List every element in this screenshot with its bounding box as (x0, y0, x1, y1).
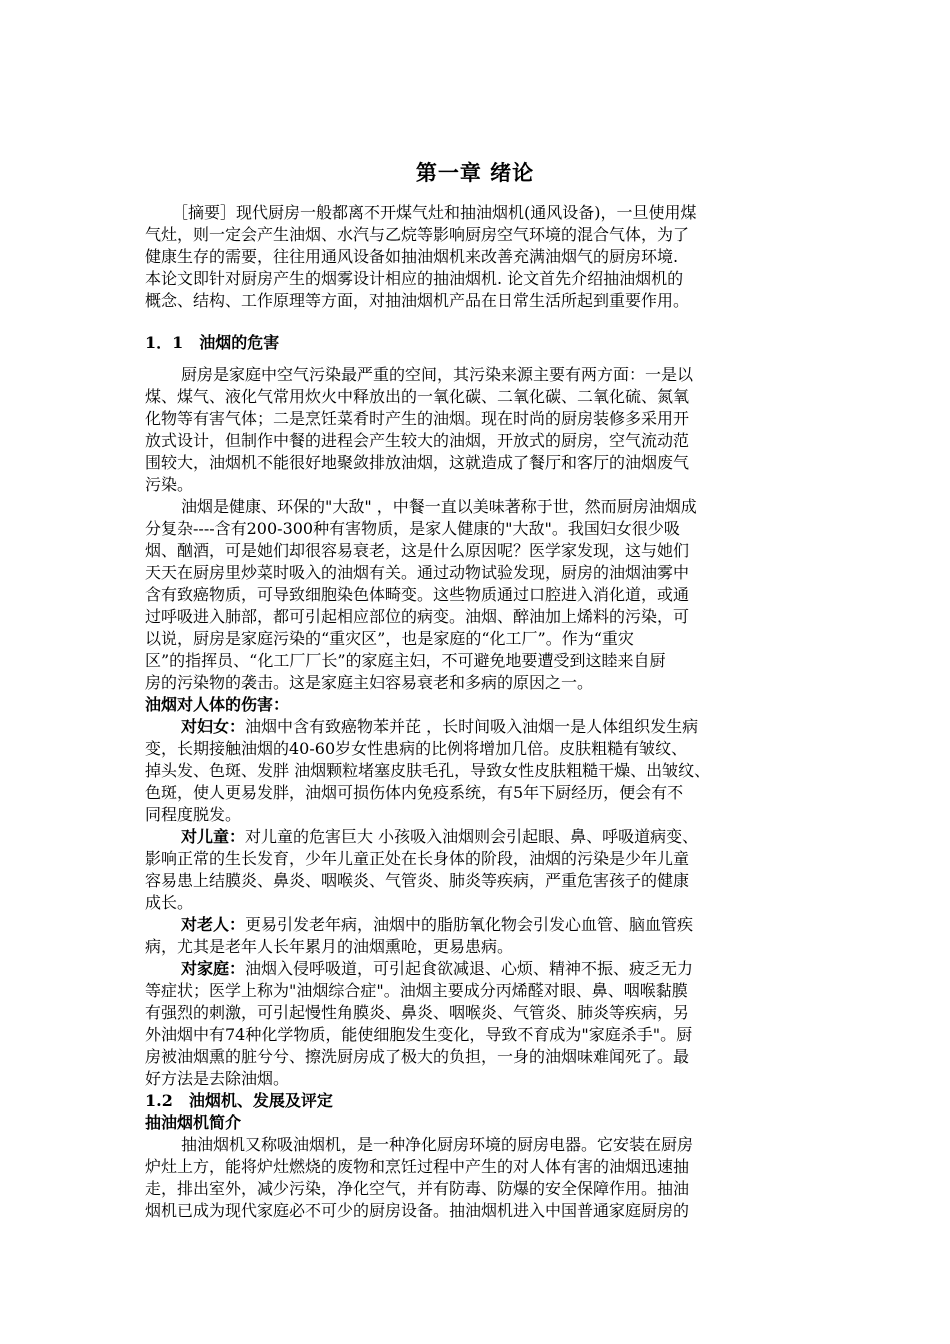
children-label: 对儿童： (181, 827, 246, 846)
abstract-line: 概念、结构、工作原理等方面，对抽油烟机产品在日常生活所起到重要作用。 (145, 291, 690, 310)
chapter-title: 第一章 绪论 (415, 160, 535, 185)
abstract-line: 本论文即针对厨房产生的烟雾设计相应的抽油烟机. 论文首先介绍抽油烟机的 (145, 269, 684, 288)
paragraph-line: 病，尤其是老年人长年累月的油烟熏呛，更易患病。 (145, 937, 514, 956)
paragraph-line: 烟机已成为现代家庭必不可少的厨房设备。抽油烟机进入中国普通家庭厨房的 (145, 1201, 690, 1220)
paragraph-line: 抽油烟机又称吸油烟机，是一种净化厨房环境的厨房电器。它安装在厨房 (181, 1135, 694, 1154)
children-text: 对儿童的危害巨大 小孩吸入油烟则会引起眼、鼻、呼吸道病变、 (245, 827, 699, 846)
paragraph-line: 化物等有害气体；二是烹饪菜肴时产生的油烟。现在时尚的厨房装修多采用开 (145, 409, 690, 428)
paragraph-line: 房被油烟熏的脏兮兮、擦洗厨房成了极大的负担，一身的油烟味难闻死了。最 (145, 1047, 690, 1066)
paragraph-line: 煤、煤气、液化气常用炊火中释放出的一氧化碳、二氧化碳、二氧化硫、氮氧 (145, 387, 690, 406)
family-text: 油烟入侵呼吸道，可引起食欲减退、心烦、精神不振、疲乏无力 (245, 959, 694, 978)
children-paragraph-line (181, 826, 698, 848)
elderly-paragraph-line (181, 914, 693, 936)
paragraph-line: 容易患上结膜炎、鼻炎、咽喉炎、气管炎、肺炎等疾病，严重危害孩子的健康 (145, 871, 690, 890)
paragraph-line: 油烟是健康、环保的"大敌" ，中餐一直以美味著称于世，然而厨房油烟成 (181, 497, 697, 516)
paragraph-line: 过呼吸进入肺部，都可引起相应部位的病变。油烟、醉油加上烯料的污染，可 (145, 607, 690, 626)
paragraph-line: 污染。 (145, 475, 194, 494)
paragraph-line: 房的污染物的袭击。这是家庭主妇容易衰老和多病的原因之一。 (145, 673, 594, 692)
paragraph-line: 等症状；医学上称为"油烟综合症"。油烟主要成分丙烯醛对眼、鼻、咽喉黏膜 (145, 981, 688, 1000)
paragraph-line: 烟、酗酒，可是她们却很容易衰老，这是什么原因呢？医学家发现，这与她们 (145, 541, 690, 560)
paragraph-line: 分复杂----含有200-300种有害物质，是家人健康的"大敌"。我国妇女很少吸 (145, 519, 680, 538)
women-text: 油烟中含有致癌物苯并芘 ，长时间吸入油烟一是人体组织发生病 (245, 717, 699, 736)
abstract-line: ［摘要］现代厨房一般都离不开煤气灶和抽油烟机(通风设备)，一旦使用煤 (172, 203, 697, 222)
elderly-text: 更易引发老年病，油烟中的脂肪氧化物会引发心血管、脑血管疾 (245, 915, 694, 934)
paragraph-line: 围较大，油烟机不能很好地聚敛排放油烟，这就造成了餐厅和客厅的油烟废气 (145, 453, 690, 472)
women-label: 对妇女： (181, 717, 246, 736)
women-paragraph-line (181, 716, 698, 738)
paragraph-line: 成长。 (145, 893, 194, 912)
paragraph-line: 厨房是家庭中空气污染最严重的空间，其污染来源主要有两方面：一是以 (181, 365, 694, 384)
paragraph-line: 天天在厨房里炒菜时吸入的油烟有关。通过动物试验发现，厨房的油烟油雾中 (145, 563, 690, 582)
paragraph-line: 炉灶上方，能将炉灶燃烧的废物和烹饪过程中产生的对人体有害的油烟迅速抽 (145, 1157, 690, 1176)
paragraph-line: 影响正常的生长发育，少年儿童正处在长身体的阶段，油烟的污染是少年儿童 (145, 849, 690, 868)
harm-heading: 油烟对人体的伤害： (145, 695, 290, 714)
abstract-line: 气灶，则一定会产生油烟、水汽与乙烷等影响厨房空气环境的混合气体，为了 (145, 225, 690, 244)
paragraph-line: 以说，厨房是家庭污染的“重灾区”，也是家庭的“化工厂”。作为“重灾 (145, 629, 634, 648)
paragraph-line: 走，排出室外，减少污染，净化空气，并有防毒、防爆的安全保障作用。抽油 (145, 1179, 690, 1198)
paragraph-line: 区”的指挥员、“化工厂厂长”的家庭主妇，不可避免地要遭受到这睦来自厨 (145, 651, 666, 670)
family-label: 对家庭： (181, 959, 246, 978)
abstract-line: 健康生存的需要，往往用通风设备如抽油烟机来改善充满油烟气的厨房环境. (145, 247, 679, 266)
family-paragraph-line (181, 958, 693, 980)
paragraph-line: 含有致癌物质，可导致细胞染色体畸变。这些物质通过口腔进入消化道，或通 (145, 585, 690, 604)
paragraph-line: 外油烟中有74种化学物质，能使细胞发生变化，导致不育成为"家庭杀手"。厨 (145, 1025, 693, 1044)
paragraph-line: 有强烈的刺激，可引起慢性角膜炎、鼻炎、咽喉炎、气管炎、肺炎等疾病，另 (145, 1003, 690, 1022)
section-heading-1-2: 1.2 油烟机、发展及评定 (145, 1091, 333, 1110)
paragraph-line: 掉头发、色斑、发胖 油烟颗粒堵塞皮肤毛孔，导致女性皮肤粗糙干燥、出皱纹、 (145, 761, 711, 780)
section-heading-1-1: 1．1 油烟的危害 (145, 333, 280, 352)
intro-heading: 抽油烟机简介 (145, 1113, 242, 1132)
paragraph-line: 好方法是去除油烟。 (145, 1069, 290, 1088)
elderly-label: 对老人： (181, 915, 246, 934)
paragraph-line: 变，长期接触油烟的40-60岁女性患病的比例将增加几倍。皮肤粗糙有皱纹、 (145, 739, 688, 758)
paragraph-line: 放式设计，但制作中餐的进程会产生较大的油烟，开放式的厨房，空气流动范 (145, 431, 690, 450)
paragraph-line: 色斑，使人更易发胖，油烟可损伤体内免疫系统，有5年下厨经历，便会有不 (145, 783, 684, 802)
paragraph-line: 同程度脱发。 (145, 805, 242, 824)
